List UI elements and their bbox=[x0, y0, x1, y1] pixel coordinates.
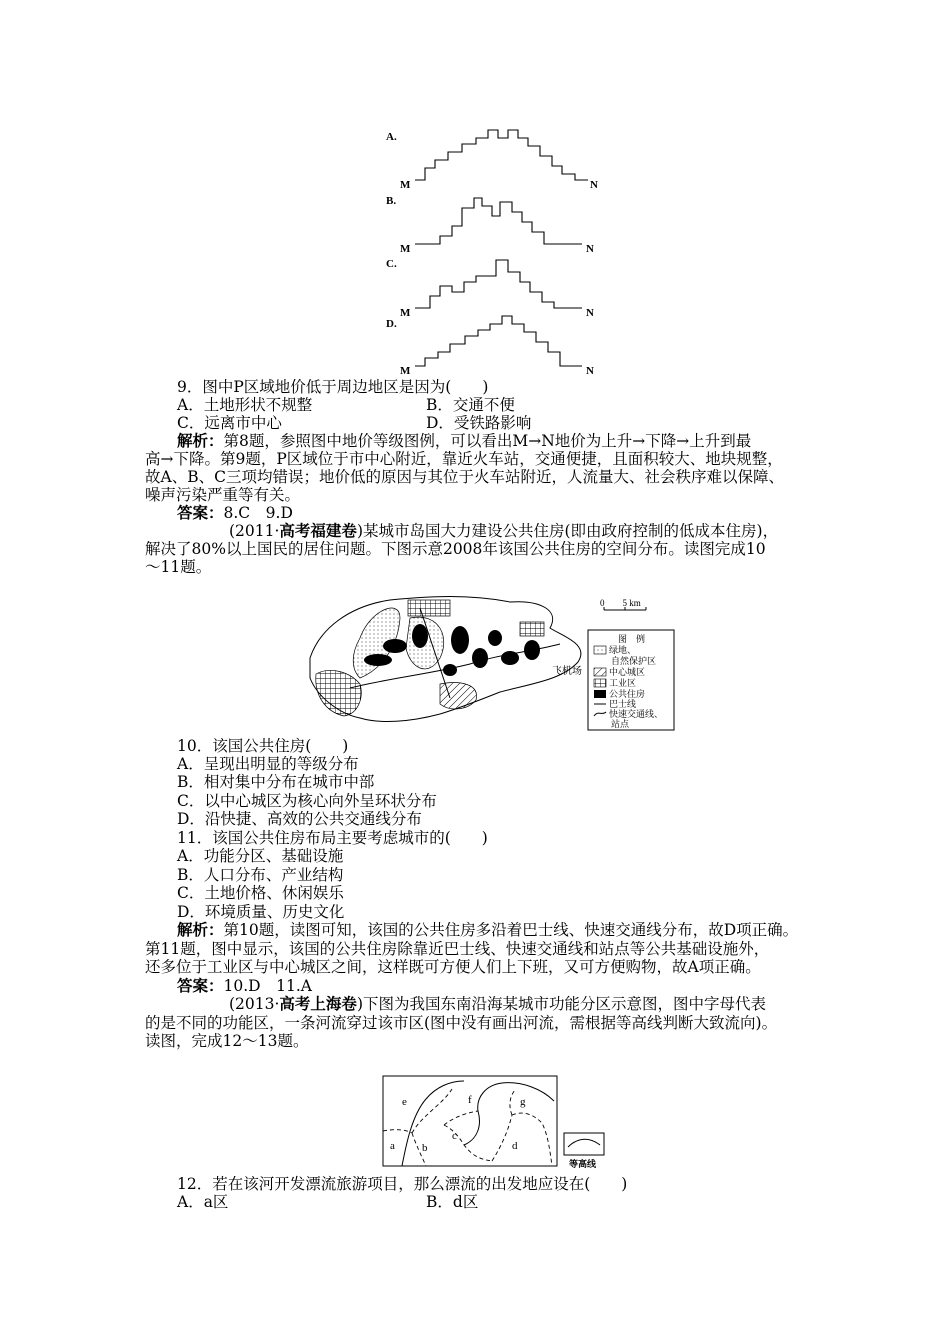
scale-label: 0 5 km bbox=[600, 598, 641, 608]
intro-3-line-3: 读图，完成12～13题。 bbox=[145, 1032, 309, 1050]
zone-label-c: c bbox=[452, 1130, 457, 1142]
chart-d-n: N bbox=[586, 365, 594, 377]
answer-1-label: 答案： bbox=[177, 503, 224, 522]
svg-text:快速交通线、: 快速交通线、 bbox=[609, 709, 664, 719]
q9-stem: 9．图中P区域地价低于周边地区是因为( ) bbox=[177, 378, 489, 396]
svg-text:巴士线: 巴士线 bbox=[609, 699, 637, 709]
chart-c-label: C. bbox=[386, 258, 397, 270]
zone-map-frame bbox=[383, 1076, 557, 1166]
analysis-1-line-2: 高→下降。第9题，P区域位于市中心附近，靠近火车站，交通便捷，且面积较大、地块规整， bbox=[145, 450, 783, 468]
functional-zone-map bbox=[382, 1075, 612, 1171]
q11-option-c: C．土地价格、休闲娱乐 bbox=[177, 884, 344, 902]
chart-c-n: N bbox=[586, 307, 594, 319]
q11-option-a: A．功能分区、基础设施 bbox=[177, 847, 344, 865]
answer-2-label: 答案： bbox=[177, 976, 224, 995]
chart-a-line bbox=[415, 130, 588, 180]
analysis-1-line-1: 解析：第8题，参照图中地价等级图例，可以看出M→N地价为上升→下降→上升到最 bbox=[177, 431, 752, 450]
chart-a-n: N bbox=[590, 179, 598, 191]
map-legend bbox=[588, 630, 674, 730]
svg-text:公共住房: 公共住房 bbox=[609, 689, 646, 699]
intro-2-source: 高考福建卷 bbox=[279, 521, 357, 540]
chart-a-m: M bbox=[400, 179, 411, 191]
intro-2-line-1: (2011·高考福建卷)某城市岛国大力建设公共住房(即由政府控制的低成本住房)， bbox=[229, 521, 779, 540]
q9-option-b: B．交通不便 bbox=[426, 396, 515, 414]
legend-title: 图 例 bbox=[618, 634, 646, 644]
q10-option-c: C．以中心城区为核心向外呈环状分布 bbox=[177, 792, 437, 810]
analysis-1-line-4: 噪声污染严重等有关。 bbox=[145, 486, 301, 504]
q9-option-d: D．受铁路影响 bbox=[426, 414, 532, 432]
q10-option-a: A．呈现出明显的等级分布 bbox=[177, 755, 359, 773]
q10-option-d: D．沿快捷、高效的公共交通线分布 bbox=[177, 810, 422, 828]
zone-label-g: g bbox=[520, 1096, 526, 1108]
q9-option-a: A．土地形状不规整 bbox=[177, 396, 313, 414]
zone-label-f: f bbox=[468, 1094, 472, 1106]
svg-text:工业区: 工业区 bbox=[609, 678, 637, 688]
chart-b-m: M bbox=[400, 243, 411, 255]
q11-stem: 11．该国公共住房布局主要考虑城市的( ) bbox=[177, 829, 488, 847]
intro-3-line-1: (2013·高考上海卷)下图为我国东南沿海某城市功能分区示意图，图中字母代表 bbox=[229, 994, 766, 1013]
svg-text:中心城区: 中心城区 bbox=[609, 667, 646, 677]
analysis-2-line-3: 还多位于工业区与中心城区之间，这样既可方便人们上下班，又可方便购物，故A项正确。 bbox=[145, 958, 761, 976]
svg-text:绿地、: 绿地、 bbox=[609, 645, 637, 655]
answer-2: 答案：10.D 11.A bbox=[177, 976, 312, 995]
q10-stem: 10．该国公共住房( ) bbox=[177, 737, 349, 755]
q9-option-c: C．远离市中心 bbox=[177, 414, 282, 432]
svg-text:站点: 站点 bbox=[611, 719, 630, 729]
analysis-2-label: 解析： bbox=[177, 920, 224, 939]
chart-b-n: N bbox=[586, 243, 594, 255]
chart-d-label: D. bbox=[386, 318, 397, 330]
zone-label-e: e bbox=[402, 1096, 407, 1108]
industrial-east bbox=[520, 622, 544, 636]
analysis-2-line-2: 第11题，图中显示，该国的公共住房除靠近巴士线、快速交通线和站点等公共基础设施外， bbox=[145, 940, 770, 958]
svg-text:自然保护区: 自然保护区 bbox=[611, 656, 657, 666]
land-price-step-charts bbox=[370, 122, 620, 377]
zone-label-b: b bbox=[422, 1142, 428, 1154]
q11-option-d: D．环境质量、历史文化 bbox=[177, 903, 345, 921]
airport-label: 飞机场 bbox=[552, 666, 582, 677]
zone-label-d: d bbox=[512, 1140, 518, 1152]
chart-d-m: M bbox=[400, 365, 411, 377]
chart-c-line bbox=[415, 260, 582, 308]
answer-1: 答案：8.C 9.D bbox=[177, 503, 293, 522]
q12-option-a: A．a区 bbox=[177, 1193, 229, 1211]
chart-d-line bbox=[415, 316, 582, 366]
analysis-2-line-1: 解析：第10题，读图可知，该国的公共住房多沿着巴士线、快速交通线分布，故D项正确。 bbox=[177, 920, 799, 939]
intro-2-line-2: 解决了80%以上国民的居住问题。下图示意2008年该国公共住房的空间分布。读图完成10 bbox=[145, 540, 766, 558]
q12-option-b: B．d区 bbox=[426, 1193, 479, 1211]
chart-b-line bbox=[415, 198, 582, 244]
industrial-north bbox=[408, 600, 450, 616]
intro-2-line-3: ～11题。 bbox=[145, 558, 212, 576]
public-housing-map bbox=[300, 588, 680, 736]
intro-3-source: 高考上海卷 bbox=[279, 994, 357, 1013]
chart-c-m: M bbox=[400, 307, 411, 319]
central-area bbox=[440, 683, 477, 709]
zone-label-a: a bbox=[390, 1140, 395, 1152]
analysis-1-label: 解析： bbox=[177, 431, 224, 450]
chart-b-label: B. bbox=[386, 195, 397, 207]
intro-3-line-2: 的是不同的功能区，一条河流穿过该市区(图中没有画出河流，需根据等高线判断大致流向)。 bbox=[145, 1014, 778, 1032]
contour-legend-label: 等高线 bbox=[569, 1159, 597, 1169]
q11-option-b: B．人口分布、产业结构 bbox=[177, 866, 344, 884]
chart-a-label: A. bbox=[386, 131, 397, 143]
q10-option-b: B．相对集中分布在城市中部 bbox=[177, 773, 375, 791]
analysis-1-line-3: 故A、B、C三项均错误；地价低的原因与其位于火车站附近，人流量大、社会秩序难以保障、 bbox=[145, 468, 784, 486]
q12-stem: 12．若在该河开发漂流旅游项目，那么漂流的出发地应设在( ) bbox=[177, 1175, 628, 1193]
